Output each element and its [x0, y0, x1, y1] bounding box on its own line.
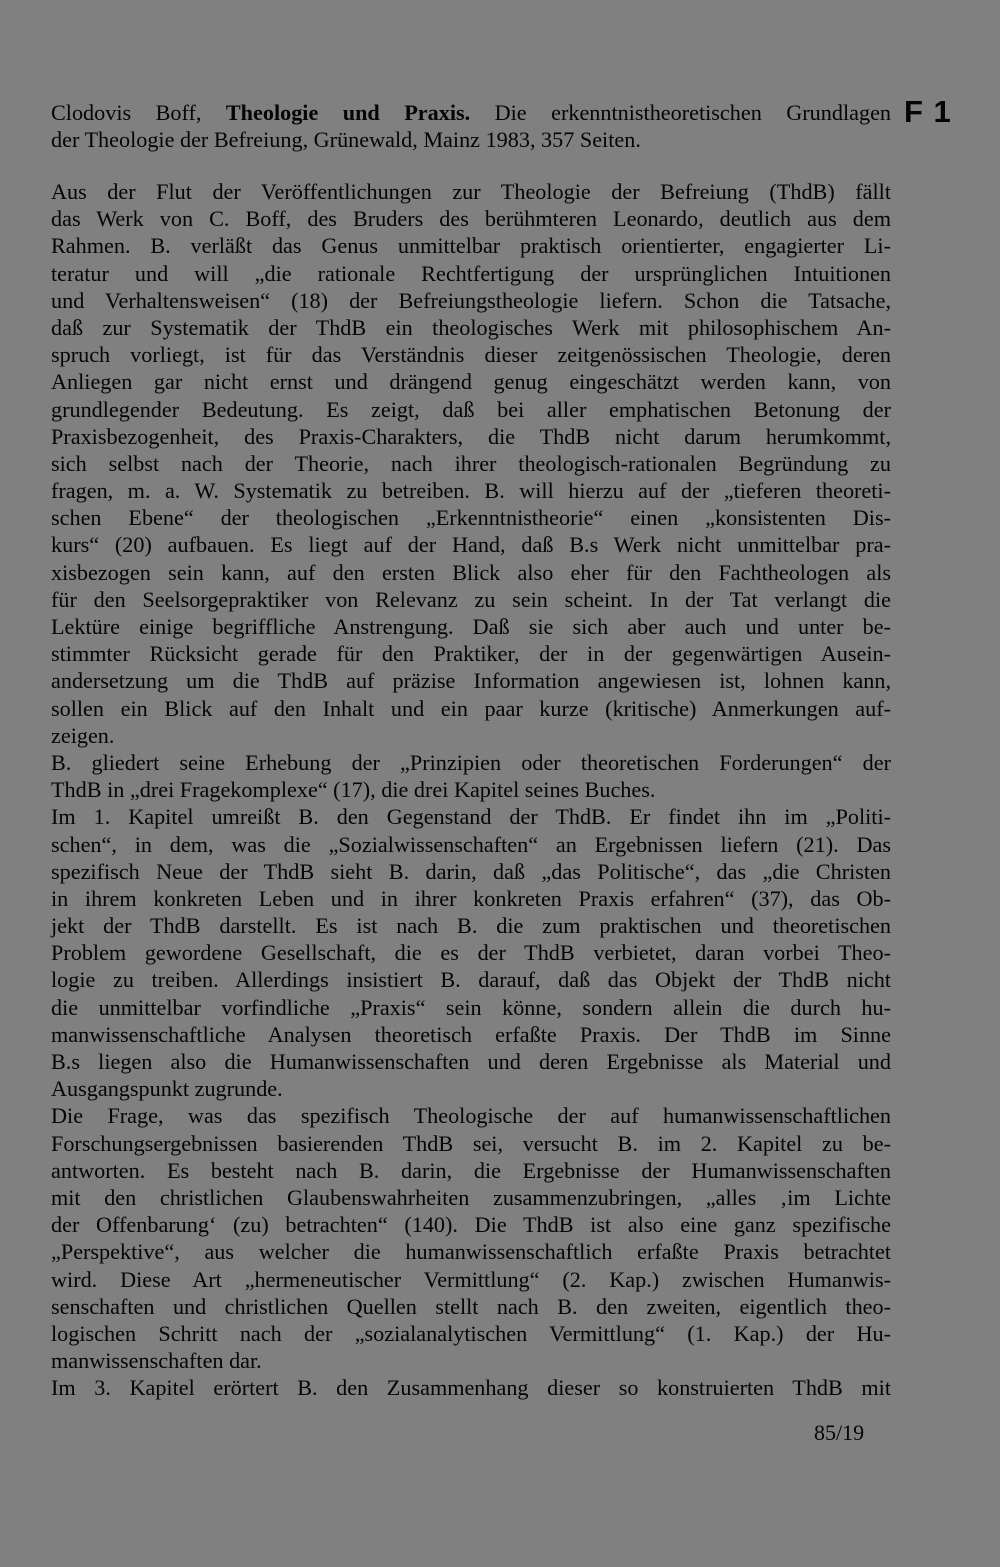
body-line: Die Frage, was das spezifisch Theologische der auf humanwissenschaftlichen [51, 1103, 891, 1129]
body-line: spruch vorliegt, ist für das Verständnis dieser zeitgenössischen Theologie, deren [51, 342, 891, 368]
body-line: mit den christlichen Glaubenswahrheiten zusammenzubringen, „alles ‚im Lichte [51, 1184, 891, 1210]
body-line: das Werk von C. Boff, des Bruders des berühmteren Leonardo, deutlich aus dem [51, 206, 891, 232]
body-line: daß zur Systematik der ThdB ein theologisches Werk mit philosophischem An- [51, 314, 891, 340]
citation-rest: Die erkenntnistheoretischen Grundlagen [470, 100, 892, 125]
body-line: senschaften und christlichen Quellen stellt nach B. den zweiten, eigentlich theo- [51, 1293, 891, 1319]
body-line: stimmter Rücksicht gerade für den Praktiker, der in der gegenwärtigen Ausein- [51, 641, 891, 667]
page-number: 85/19 [814, 1420, 865, 1445]
citation-line-2: der Theologie der Befreiung, Grünewald, Mainz 1983, 357 Seiten. [51, 127, 641, 153]
body-line: logischen Schritt nach der „sozialanalytischen Vermittlung“ (1. Kap.) der Hu- [51, 1320, 891, 1346]
body-line: Ausgangspunkt zugrunde. [51, 1076, 283, 1102]
body-line: xisbezogen sein kann, auf den ersten Blick also eher für den Fachtheologen als [51, 559, 891, 585]
body-line: Anliegen gar nicht ernst und drängend genug eingeschätzt werden kann, von [51, 369, 891, 395]
body-line: B. gliedert seine Erhebung der „Prinzipien oder theoretischen Forderungen“ der [51, 749, 891, 775]
body-line: Forschungsergebnissen basierenden ThdB sei, versucht B. im 2. Kapitel zu be- [51, 1130, 891, 1156]
body-line: Rahmen. B. verläßt das Genus unmittelbar praktisch orientierter, engagierter Li- [51, 233, 891, 259]
body-line: Praxisbezogenheit, des Praxis-Charakters, die ThdB nicht darum herumkommt, [51, 423, 891, 449]
body-line: Problem gewordene Gesellschaft, die es der ThdB verbietet, daran vorbei Theo- [51, 940, 891, 966]
section-marker: F 1 [904, 94, 952, 129]
body-line: und Verhaltensweisen“ (18) der Befreiungstheologie liefern. Schon die Tatsache, [51, 287, 891, 313]
body-line: manwissenschaften dar. [51, 1348, 262, 1374]
body-line: Im 1. Kapitel umreißt B. den Gegenstand der ThdB. Er findet ihn im „Politi- [51, 804, 891, 830]
citation-title: Theologie und Praxis. [225, 100, 471, 125]
body-line: Lektüre einige begriffliche Anstrengung. Daß sie sich aber auch und unter be- [51, 614, 891, 639]
citation-line-1 [51, 99, 891, 126]
body-line: teratur und will „die rationale Rechtfertigung der ursprünglichen Intuitionen [51, 260, 891, 286]
body-line: schen Ebene“ der theologischen „Erkenntnistheorie“ einen „konsistenten Dis- [51, 505, 891, 531]
citation [51, 99, 891, 153]
body-line: sollen ein Blick auf den Inhalt und ein paar kurze (kritische) Anmerkungen auf- [51, 695, 891, 721]
body-line: jekt der ThdB darstellt. Es ist nach B. die zum praktischen und theoretischen [51, 913, 891, 939]
body-line: Im 3. Kapitel erörtert B. den Zusammenhang dieser so konstruierten ThdB mit [51, 1375, 891, 1401]
body-line: der Offenbarung‘ (zu) betrachten“ (140). Die ThdB ist also eine ganz spezifische [51, 1212, 891, 1238]
body-line: die unmittelbar vorfindliche „Praxis“ sein könne, sondern allein die durch hu- [51, 994, 891, 1020]
body-line: Aus der Flut der Veröffentlichungen zur Theologie der Befreiung (ThdB) fällt [51, 179, 891, 204]
body-line: fragen, m. a. W. Systematik zu betreiben. B. will hierzu auf der „tieferen theoreti- [51, 478, 891, 504]
body-line: zeigen. [51, 722, 115, 748]
body-line: manwissenschaftliche Analysen theoretisch erfaßte Praxis. Der ThdB im Sinne [51, 1021, 891, 1047]
body-line: sich selbst nach der Theorie, nach ihrer theologisch-rationalen Begründung zu [51, 450, 891, 476]
body-line: B.s liegen also die Humanwissenschaften und deren Ergebnisse als Material und [51, 1049, 891, 1074]
body-line: „Perspektive“, aus welcher die humanwissenschaftlich erfaßte Praxis betrachtet [51, 1239, 891, 1265]
body-line: antworten. Es besteht nach B. darin, die Ergebnisse der Humanwissenschaften [51, 1157, 891, 1183]
body-line: spezifisch Neue der ThdB sieht B. darin, daß „das Politische“, das „die Christen [51, 858, 891, 884]
body-line: andersetzung um die ThdB auf präzise Information angewiesen ist, lohnen kann, [51, 668, 891, 694]
body-line: in ihrem konkreten Leben und in ihrer konkreten Praxis erfahren“ (37), das Ob- [51, 885, 891, 911]
body-line: kurs“ (20) aufbauen. Es liegt auf der Hand, daß B.s Werk nicht unmittelbar pra- [51, 532, 891, 558]
body-line: logie zu treiben. Allerdings insistiert B. darauf, daß das Objekt der ThdB nicht [51, 967, 891, 993]
review-body [51, 178, 891, 1401]
body-line: schen“, in dem, was die „Sozialwissenschaften“ an Ergebnissen liefern (21). Das [51, 831, 891, 857]
citation-author: Clodovis Boff, [51, 100, 226, 125]
body-line: für den Seelsorgepraktiker von Relevanz zu sein scheint. In der Tat verlangt die [51, 586, 891, 612]
body-line: wird. Diese Art „hermeneutischer Vermittlung“ (2. Kap.) zwischen Humanwis- [51, 1266, 891, 1292]
body-line: grundlegender Bedeutung. Es zeigt, daß bei aller emphatischen Betonung der [51, 396, 891, 422]
body-line: ThdB in „drei Fragekomplexe“ (17), die drei Kapitel seines Buches. [51, 777, 656, 803]
